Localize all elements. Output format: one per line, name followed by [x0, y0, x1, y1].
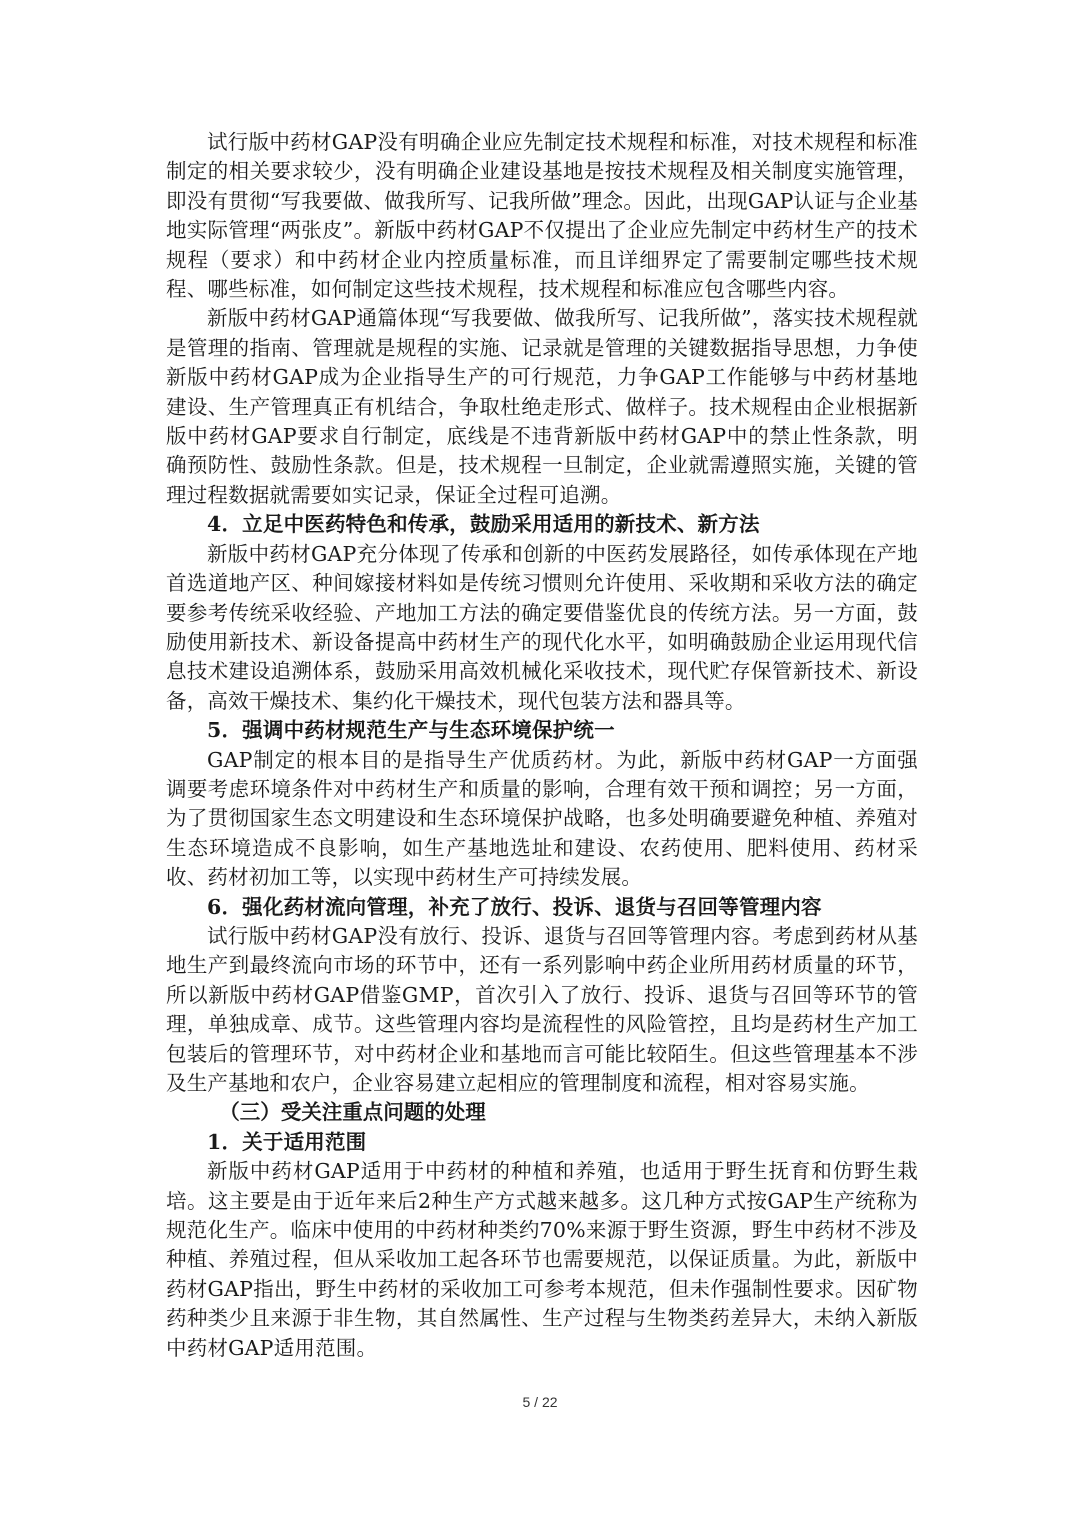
document-page — [166, 128, 918, 1363]
paragraph-trial-gap-standards: 试行版中药材GAP没有明确企业应先制定技术规程和标准，对技术规程和标准制定的相关要求较少，没有明确企业建设基地是按技术规程及相关制度实施管理，即没有贯彻“写我要做、做我所写、记我所做”理念。因此，出现GAP认证与企业基地实际管理“两张皮”。新版中药材GAP不仅提出了企业应先制定中药材生产的技术规程（要求）和中药材企业内控质量标准，而且详细界定了需要制定哪些技术规程、哪些标准，如何制定这些技术规程，技术规程和标准应包含哪些内容。 — [166, 130, 918, 302]
heading-part-3: （三）受关注重点问题的处理 — [219, 1100, 486, 1125]
page-number: 5 / 22 — [522, 1394, 558, 1410]
heading-scope: 1．关于适用范围 — [207, 1129, 367, 1154]
paragraph-tradition-innovation: 新版中药材GAP充分体现了传承和创新的中医药发展路径，如传承体现在产地首选道地产区、种间嫁接材料如是传统习惯则允许使用、采收期和采收方法的确定要参考传统采收经验、产地加工方法的确定要借鉴优良的传统方法。另一方面，鼓励使用新技术、新设备提高中药材生产的现代化水平，如明确鼓励企业运用现代信息技术建设追溯体系，鼓励采用高效机械化采收技术，现代贮存保管新技术、新设备，高效干燥技术、集约化干燥技术，现代包装方法和器具等。 — [166, 541, 918, 713]
heading-section-4: 4．立足中医药特色和传承，鼓励采用适用的新技术、新方法 — [207, 512, 760, 537]
heading-section-6: 6．强化药材流向管理，补充了放行、投诉、退货与召回等管理内容 — [207, 894, 822, 919]
paragraph-release-recall: 试行版中药材GAP没有放行、投诉、退货与召回等管理内容。考虑到药材从基地生产到最终流向市场的环节中，还有一系列影响中药企业所用药材质量的环节，所以新版中药材GAP借鉴GMP，首次引入了放行、投诉、退货与召回等环节的管理，单独成章、成节。这些管理内容均是流程性的风险管控，且均是药材生产加工包装后的管理环节，对中药材企业和基地而言可能比较陌生。但这些管理基本不涉及生产基地和农户，企业容易建立起相应的管理制度和流程，相对容易实施。 — [166, 923, 918, 1095]
heading-section-5: 5．强调中药材规范生产与生态环境保护统一 — [207, 718, 615, 743]
paragraph-scope: 新版中药材GAP适用于中药材的种植和养殖，也适用于野生抚育和仿野生栽培。这主要是由于近年来后2种生产方式越来越多。这几种方式按GAP生产统称为规范化生产。临床中使用的中药材种类约70%来源于野生资源，野生中药材不涉及种植、养殖过程，但从采收加工起各环节也需要规范，以保证质量。为此，新版中药材GAP指出，野生中药材的采收加工可参考本规范，但未作强制性要求。因矿物药种类少且来源于非生物，其自然属性、生产过程与生物类药差异大，未纳入新版中药材GAP适用范围。 — [166, 1159, 918, 1360]
paragraph-write-do-record: 新版中药材GAP通篇体现“写我要做、做我所写、记我所做”，落实技术规程就是管理的指南、管理就是规程的实施、记录就是管理的关键数据指导思想，力争使新版中药材GAP成为企业指导生产的可行规范，力争GAP工作能够与中药材基地建设、生产管理真正有机结合，争取杜绝走形式、做样子。技术规程由企业根据新版中药材GAP要求自行制定，底线是不违背新版中药材GAP中的禁止性条款，明确预防性、鼓励性条款。但是，技术规程一旦制定，企业就需遵照实施，关键的管理过程数据就需要如实记录，保证全过程可追溯。 — [166, 306, 918, 507]
paragraph-ecology: GAP制定的根本目的是指导生产优质药材。为此，新版中药材GAP一方面强调要考虑环境条件对中药材生产和质量的影响，合理有效干预和调控；另一方面，为了贯彻国家生态文明建设和生态环境保护战略，也多处明确要避免种植、养殖对生态环境造成不良影响，如生产基地选址和建设、农药使用、肥料使用、药材采收、药材初加工等，以实现中药材生产可持续发展。 — [166, 747, 918, 890]
